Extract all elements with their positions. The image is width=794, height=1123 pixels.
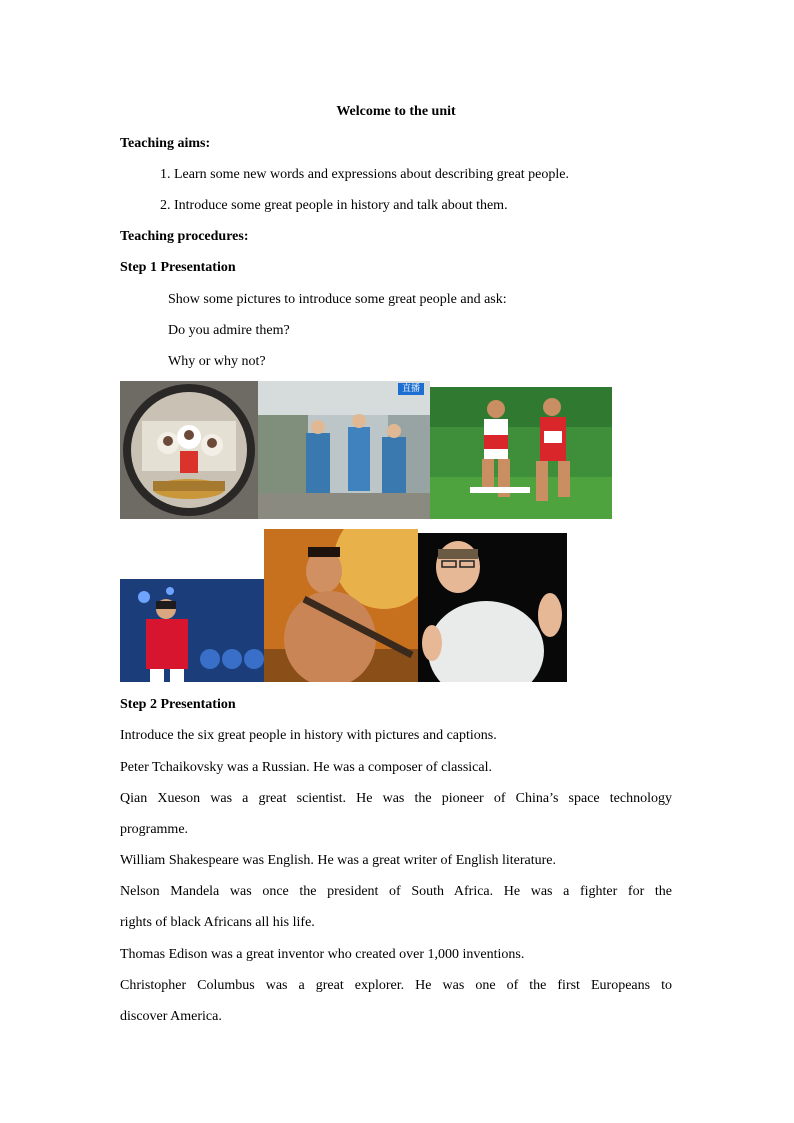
step2-line: programme. <box>120 822 189 837</box>
speaker-photo <box>418 533 567 682</box>
aim-item: 2. Introduce some great people in history and talk about them. <box>160 198 508 213</box>
step1-line: Show some pictures to introduce some great people and ask: <box>168 292 507 307</box>
step2-line: Qian Xueson was a great scientist. He was the pioneer of China’s space technology <box>120 791 672 806</box>
space-station-photo <box>258 381 430 519</box>
step1-heading: Step 1 Presentation <box>120 260 236 275</box>
step2-intro: Introduce the six great people in history with pictures and captions. <box>120 728 497 743</box>
singer-photo <box>120 579 264 682</box>
page-title: Welcome to the unit <box>336 104 456 119</box>
procedures-heading: Teaching procedures: <box>120 229 249 244</box>
martial-artist-photo <box>264 529 418 682</box>
step1-line: Why or why not? <box>168 354 266 369</box>
step2-line: Christopher Columbus was a great explorer. He was one of the first Europeans to <box>120 978 672 993</box>
aim-item: 1. Learn some new words and expressions about describing great people. <box>160 167 569 182</box>
step2-line: Peter Tchaikovsky was a Russian. He was a composer of classical. <box>120 760 492 775</box>
step2-line: Nelson Mandela was once the president of South Africa. He was a fighter for the <box>120 884 672 899</box>
step2-line: discover America. <box>120 1009 222 1024</box>
broadcast-badge: 直播 <box>401 384 420 394</box>
step2-heading: Step 2 Presentation <box>120 697 236 712</box>
hurdlers-photo <box>430 387 612 519</box>
astronauts-capsule-photo <box>120 381 258 519</box>
step2-line: rights of black Africans all his life. <box>120 915 315 930</box>
step2-line: William Shakespeare was English. He was a great writer of English literature. <box>120 853 557 868</box>
teaching-aims-heading: Teaching aims: <box>120 136 211 151</box>
step1-line: Do you admire them? <box>168 323 290 338</box>
step2-line: Thomas Edison was a great inventor who created over 1,000 inventions. <box>120 947 525 962</box>
